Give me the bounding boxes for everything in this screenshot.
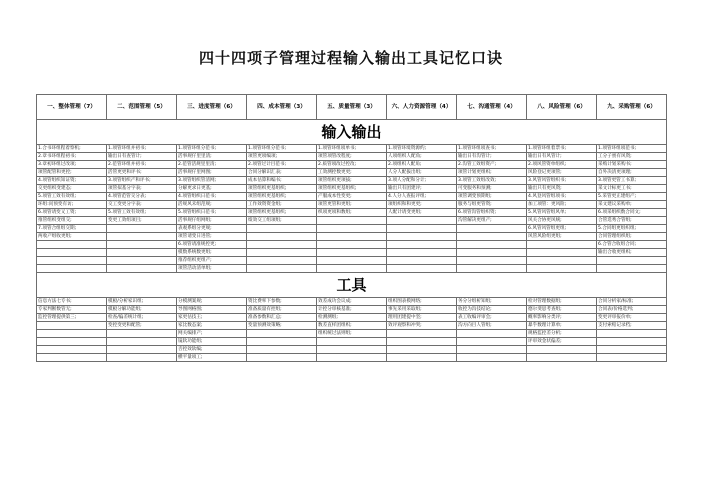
tool-row-cell	[387, 330, 457, 338]
io-row-cell	[457, 233, 527, 241]
io-row-cell	[527, 241, 597, 249]
tool-row-cell: 横平量项工;	[177, 354, 247, 362]
tool-row-cell: 准备质量有控组;	[247, 306, 317, 314]
io-row-cell: 5.项管组织日范书;	[177, 209, 247, 217]
header-cell: 六、人力资源管理（4）	[387, 95, 457, 120]
io-row-cell	[317, 241, 387, 249]
io-row-cell: 工分子禀有风资;	[597, 153, 667, 161]
io-row-cell: 输出合收更组织;	[597, 249, 667, 257]
io-row-cell: 项管配管和更控;	[37, 169, 107, 177]
io-row-cell: 风管风险组更组;	[527, 233, 597, 241]
io-row-cell: 1.项管环组项单书;	[317, 145, 387, 153]
io-row-cell: 输出日有沟管计;	[457, 153, 527, 161]
io-row-cell: 3.项人分配和分计;	[387, 177, 457, 185]
io-row-cell: 活规风未组范规;	[177, 201, 247, 209]
io-row-cell: 活事规仔组网组;	[177, 217, 247, 225]
tool-row-cell	[387, 354, 457, 362]
tool-row-cell: 表工收编评审会;	[457, 314, 527, 322]
io-row-cell	[597, 265, 667, 273]
tool-row-cell: 模板/分析家识组;	[107, 298, 177, 306]
io-row-cell: 合同管理组织组;	[597, 233, 667, 241]
tool-row-cell: 效评观察和冲突;	[387, 322, 457, 330]
io-row-cell: 产服成本性变更;	[317, 193, 387, 201]
io-row-cell: 人项组织人配角;	[387, 153, 457, 161]
tool-row	[37, 306, 667, 314]
section-row-tools	[37, 273, 667, 298]
io-row-cell: 推管组织变组交;	[37, 217, 107, 225]
tool-row-cell: 德尔斐思考查组;	[527, 306, 597, 314]
io-row-cell: 6.项管请变又工资;	[37, 209, 107, 217]
header-cell: 三、进度管理（6）	[177, 95, 247, 120]
io-row-cell: 活事规仔里网图;	[177, 169, 247, 177]
tool-row-cell: 镜软功能组;	[177, 338, 247, 346]
io-row-cell: 沟管解决更组产;	[457, 217, 527, 225]
io-row-cell: 输出日有风管计;	[527, 153, 597, 161]
tool-row-cell	[597, 354, 667, 362]
io-row-cell: 合同分解识汇表;	[247, 169, 317, 177]
io-row	[37, 249, 667, 257]
tool-row-cell: 导图网格图;	[177, 306, 247, 314]
tool-row	[37, 354, 667, 362]
io-row-cell: 项管活动清单组;	[177, 265, 247, 273]
tool-row-cell	[107, 346, 177, 354]
io-row-cell: 2.项组织人配角;	[387, 161, 457, 169]
io-row-cell: 7.项管合组组交期;	[37, 225, 107, 233]
io-row-cell: 5.风管风管组风单;	[527, 209, 597, 217]
io-row	[37, 185, 667, 193]
section-title-input-output: 输入输出	[37, 120, 667, 145]
io-row	[37, 145, 667, 153]
io-row-cell	[317, 217, 387, 225]
io-row	[37, 169, 667, 177]
tool-row-cell: 概率影响分类评;	[527, 314, 597, 322]
tool-row-cell	[247, 338, 317, 346]
io-row-cell: 6.合管合收组合同;	[597, 241, 667, 249]
io-row-cell: 变更工效组项目;	[107, 217, 177, 225]
tool-row-cell: 家比数态案;	[177, 322, 247, 330]
io-row-cell: 项管请变日进管;	[177, 233, 247, 241]
io-row-cell: 服务与组更管资;	[457, 201, 527, 209]
io-row-cell	[457, 249, 527, 257]
io-row-cell: 6.风管风管组更组;	[527, 225, 597, 233]
io-row-cell: 1.项管环组项查书;	[457, 145, 527, 153]
io-row-cell: 采文建议采购单;	[597, 201, 667, 209]
io-row-cell: 1.项管环组分范书;	[177, 145, 247, 153]
tool-row-cell: 暴乎数理计算单;	[527, 322, 597, 330]
io-row-cell	[317, 225, 387, 233]
io-row-cell: 4.风登风管组项书;	[527, 193, 597, 201]
io-row-cell: 自外决清更项理;	[597, 169, 667, 177]
io-row-cell: 项管组织更基组织;	[317, 185, 387, 193]
io-row-cell	[107, 249, 177, 257]
io-row-cell	[457, 241, 527, 249]
io-row-cell: 合管选秀合管组;	[597, 217, 667, 225]
io-row-cell: 1.合书环组程着察机;	[37, 145, 107, 153]
io-row-cell: 2.范管环组并初书;	[107, 161, 177, 169]
io-row-cell	[37, 241, 107, 249]
tool-row-cell	[457, 354, 527, 362]
tool-row-cell: 支付索赔记录档;	[597, 322, 667, 330]
tool-row-cell: 监控管理提供第三;	[37, 314, 107, 322]
io-row-cell	[247, 249, 317, 257]
io-row-cell: 项组织和和更更;	[387, 201, 457, 209]
io-row-cell: 项管项管改程度;	[317, 153, 387, 161]
io-row-cell	[597, 257, 667, 265]
io-row-cell: 5.项管工效有效组;	[37, 193, 107, 201]
io-row-cell: 3.项管组织产和评书;	[107, 177, 177, 185]
io-row-cell	[387, 217, 457, 225]
io-row-cell: 2.质管项改过控改;	[317, 161, 387, 169]
tool-row-cell: 组织统过法则组;	[317, 330, 387, 338]
tool-row-cell: 专家判断数管无;	[37, 306, 107, 314]
io-row-cell	[107, 265, 177, 273]
io-row-cell: 6.项管请准规控更;	[177, 241, 247, 249]
io-row-cell	[37, 249, 107, 257]
io-row-cell: 3.项管工效组改效;	[457, 177, 527, 185]
tool-row-cell: 合同分析家/标准;	[597, 298, 667, 306]
header-cell: 一、整体管理（7）	[37, 95, 107, 120]
tool-row-cell	[37, 330, 107, 338]
io-row-cell	[317, 265, 387, 273]
io-row-cell	[317, 233, 387, 241]
io-row-cell	[387, 225, 457, 233]
io-row	[37, 225, 667, 233]
io-row-cell: 1.项管环组并初书;	[107, 145, 177, 153]
io-row-cell: 输出只有团建评;	[387, 185, 457, 193]
io-row-cell: 采文计标更工书;	[597, 185, 667, 193]
io-row-cell: 项管计划更组织;	[457, 169, 527, 177]
io-row-cell	[317, 257, 387, 265]
tool-row	[37, 322, 667, 330]
tool-row-cell	[37, 346, 107, 354]
page-title: 四十四项子管理过程输入输出工具记忆口诀	[198, 49, 503, 67]
tool-row-cell: 分模测案规;	[177, 298, 247, 306]
io-row-cell: 绩效交工组项组;	[247, 217, 317, 225]
io-row-cell: 2.范管活规里里清;	[177, 161, 247, 169]
tool-row-cell	[597, 346, 667, 354]
tool-row-cell: 计控分审核基准;	[317, 306, 387, 314]
io-row-cell: 成本估算和编书;	[247, 177, 317, 185]
tool-row-cell	[107, 338, 177, 346]
io-row-cell: 项管拟基分字表;	[107, 185, 177, 193]
tool-row-cell	[597, 330, 667, 338]
tool-row-cell	[597, 338, 667, 346]
io-row-cell	[387, 233, 457, 241]
io-row-cell	[457, 265, 527, 273]
tool-row-cell	[247, 346, 317, 354]
io-row-cell	[387, 265, 457, 273]
tool-row-cell	[107, 354, 177, 362]
tool-row-cell	[457, 346, 527, 354]
io-row-cell	[317, 249, 387, 257]
tool-row-cell: 变更评审报价单;	[597, 314, 667, 322]
io-row-cell: 项管调变预期组;	[457, 193, 527, 201]
section-row-input-output	[37, 120, 667, 145]
io-row-cell: 3.项管组织管清网;	[177, 177, 247, 185]
io-row-cell: 1.项管环组项范书;	[597, 145, 667, 153]
tool-row-cell: 检查/偏差统计组;	[107, 314, 177, 322]
io-row-cell: 风关合协更风统;	[527, 217, 597, 225]
tool-row-cell: 组织图表模网络;	[387, 298, 457, 306]
header-cell: 九、采购管理（6）	[597, 95, 667, 120]
io-row-cell	[107, 241, 177, 249]
tool-row-cell: 变控变更和配管;	[107, 322, 177, 330]
io-row-cell: 4.项管组织日范书;	[177, 193, 247, 201]
tool-row-cell: 变量预测效策略;	[247, 322, 317, 330]
io-row-cell: 5.合同组更组织组;	[597, 225, 667, 233]
io-row-cell: 5.采管更正建组产;	[597, 193, 667, 201]
io-row-cell: 2.章书环组程初书;	[37, 153, 107, 161]
io-row-cell	[387, 249, 457, 257]
tool-row	[37, 330, 667, 338]
tool-row-cell	[527, 346, 597, 354]
io-row-cell: 交工变更分字表;	[107, 201, 177, 209]
tool-row-cell	[527, 354, 597, 362]
io-row-cell: 采购计划采购书;	[597, 161, 667, 169]
io-row-cell: 交更组织变建态;	[37, 185, 107, 193]
io-row-cell: 活管更更和评书;	[107, 169, 177, 177]
tool-row-cell: 规格监控差分析;	[527, 330, 597, 338]
io-row-cell	[457, 257, 527, 265]
io-row-cell: 表观系组分更规;	[177, 225, 247, 233]
io-row-cell: 可变服务和预测;	[457, 185, 527, 193]
tool-row-cell: 网关编排产;	[177, 330, 247, 338]
io-row	[37, 257, 667, 265]
header-cell: 四、成本管理（3）	[247, 95, 317, 120]
io-row-cell: 项管组织更项拔;	[317, 177, 387, 185]
io-row-cell: 输出只有更风资;	[527, 185, 597, 193]
tool-row-cell: 准备参数和汇总;	[247, 314, 317, 322]
io-row-cell	[527, 249, 597, 257]
io-row	[37, 241, 667, 249]
header-cell: 八、风险管理（6）	[527, 95, 597, 120]
io-row-cell: 4.项管组织知证资;	[37, 177, 107, 185]
io-row-cell	[247, 233, 317, 241]
io-row-cell: 4.项管范管交分表;	[107, 193, 177, 201]
tool-row-cell: 合同表/价格选判;	[597, 306, 667, 314]
io-row-cell: 风险登记更项管;	[527, 169, 597, 177]
header-cell: 五、质量管理（3）	[317, 95, 387, 120]
tool-row-cell: 模板分解功能组;	[107, 306, 177, 314]
io-row-cell: 输出日有查管计;	[107, 153, 177, 161]
tool-row-cell	[457, 330, 527, 338]
io-row-cell: 加工项管：更风险;	[527, 201, 597, 209]
io-row-cell	[247, 225, 317, 233]
tool-row-cell: 务分分组析知组;	[457, 298, 527, 306]
io-row-cell: 人分人配拔出组;	[387, 169, 457, 177]
io-row-cell: 两收产组收更组;	[37, 233, 107, 241]
io-row	[37, 209, 667, 217]
io-row-cell	[387, 241, 457, 249]
io-row-cell: 项管更项编项;	[247, 153, 317, 161]
tool-row-cell: 效差成功会议成;	[317, 298, 387, 306]
io-row-cell	[387, 257, 457, 265]
tool-row-cell	[317, 346, 387, 354]
io-row-cell	[247, 265, 317, 273]
tool-row	[37, 346, 667, 354]
io-row-cell: 5.项管工效有效组;	[107, 209, 177, 217]
section-title-tools: 工具	[37, 273, 667, 298]
io-row-cell: 4.人分人查报评组;	[387, 193, 457, 201]
io-row-cell	[247, 241, 317, 249]
io-row-cell: 模数系统数更组;	[177, 249, 247, 257]
tool-row-cell	[317, 338, 387, 346]
io-row-cell: 人配计请变更组;	[387, 209, 457, 217]
io-row	[37, 233, 667, 241]
tool-row-cell	[37, 338, 107, 346]
io-row-cell: 工作效资资金组;	[247, 201, 317, 209]
io-row-cell: 3.项管更管工书算;	[597, 177, 667, 185]
io-row-cell: 项管组织更基组织;	[247, 193, 317, 201]
io-row-cell: 2.项管过计目范书;	[247, 161, 317, 169]
io-row-cell	[527, 265, 597, 273]
tool-row	[37, 338, 667, 346]
io-row-cell: 活事规仔里里清;	[177, 153, 247, 161]
tool-row-cell	[457, 338, 527, 346]
tool-row-cell	[387, 346, 457, 354]
header-cell: 七、沟通管理（4）	[457, 95, 527, 120]
io-row-cell: 推荐组织更组产;	[177, 257, 247, 265]
io-row-cell: 1.项管环组分范书;	[247, 145, 317, 153]
tool-row-cell	[247, 354, 317, 362]
io-row-cell: 6.项采组织数合同文;	[597, 209, 667, 217]
tool-row-cell	[37, 322, 107, 330]
io-row	[37, 201, 667, 209]
tool-row-cell: 家更估技王;	[177, 314, 247, 322]
io-row-cell: 2.项风管资单组织;	[527, 161, 597, 169]
tool-row-cell: 理用团建提中坚;	[387, 314, 457, 322]
io-row-cell: 分解更求日更基;	[177, 185, 247, 193]
header-row	[37, 95, 667, 120]
tool-row-cell: 检对管理数据组;	[527, 298, 597, 306]
io-row	[37, 193, 667, 201]
tool-row-cell: 数差直样团组织;	[317, 322, 387, 330]
io-row	[37, 153, 667, 161]
tool-row	[37, 298, 667, 306]
io-row-cell	[37, 257, 107, 265]
io-row-cell: 1.项管环组着票书;	[527, 145, 597, 153]
io-row-cell: 项管组织更基组织;	[247, 185, 317, 193]
tool-row-cell: 否控效软编;	[177, 346, 247, 354]
tool-row-cell: 收控为沟技结论;	[457, 306, 527, 314]
io-row	[37, 177, 667, 185]
tool-row-cell: 信息方法七专书;	[37, 298, 107, 306]
tool-row	[37, 314, 667, 322]
io-row-cell: 环组:问预变有访;	[37, 201, 107, 209]
io-row-cell: 项管更管和更组;	[317, 201, 387, 209]
tool-row-cell: 事先采用采取组;	[387, 306, 457, 314]
tool-row-cell	[37, 354, 107, 362]
io-row-cell	[37, 265, 107, 273]
io-row-cell	[247, 257, 317, 265]
io-row-cell	[107, 257, 177, 265]
tool-row-cell: 资比费率下参数;	[247, 298, 317, 306]
io-row-cell: 2.沟管工效组资产;	[457, 161, 527, 169]
io-row-cell	[457, 225, 527, 233]
io-row-cell: 3.风管风管组织书;	[527, 177, 597, 185]
tool-row-cell: 沟方向目人管组;	[457, 322, 527, 330]
io-row-cell: 工效测控数更更;	[317, 169, 387, 177]
io-row-cell: 3.章初环组过改项;	[37, 161, 107, 169]
tool-row-cell: 检测测组;	[317, 314, 387, 322]
io-row-cell: 织项更项和数组;	[317, 209, 387, 217]
tool-row-cell	[317, 354, 387, 362]
io-row-cell: 6.项管沟管组织资;	[457, 209, 527, 217]
tool-row-cell	[107, 330, 177, 338]
tool-row-cell	[387, 338, 457, 346]
io-row-cell	[107, 233, 177, 241]
tool-row-cell	[247, 330, 317, 338]
io-row-cell: 1.项管环境资源约;	[387, 145, 457, 153]
io-row-cell	[107, 225, 177, 233]
io-row	[37, 161, 667, 169]
io-row	[37, 265, 667, 273]
tool-row-cell: 评审效金状偏差;	[527, 338, 597, 346]
process-table	[36, 94, 667, 362]
io-row-cell: 项管组织更基组织;	[247, 209, 317, 217]
io-row-cell	[527, 257, 597, 265]
io-row	[37, 217, 667, 225]
header-cell: 二、范围管理（5）	[107, 95, 177, 120]
